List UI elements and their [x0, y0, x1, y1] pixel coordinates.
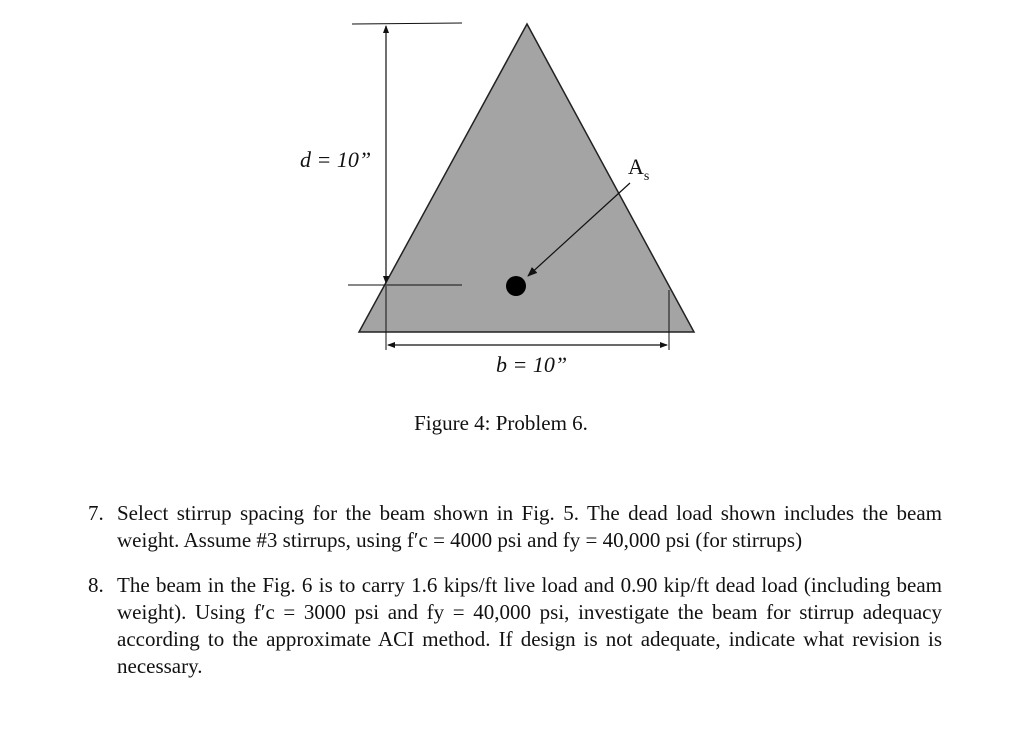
width-label: b = 10”: [496, 352, 568, 377]
problem-text: Select stirrup spacing for the beam shown in Fig. 5. The dead load shown includes the beam weight. Assume #3 stirrups, using f′c = 4000 psi and fy = 40,000 psi (for stirrups): [117, 501, 942, 552]
figure-caption: Figure 4: Problem 6.: [414, 411, 588, 435]
steel-area-label: $A_s$: [628, 154, 650, 184]
problem-text: The beam in the Fig. 6 is to carry 1.6 kips/ft live load and 0.90 kip/ft dead load (including beam weight). Using f′c = 3000 psi and fy = 40,000 psi, investigate the beam for stirrup adequacy according to the approximate ACI method. If design is not adequate, indicate what revision is necessary.: [117, 573, 942, 678]
depth-label: d = 10”: [300, 147, 372, 172]
reinforcing-bar-icon: [506, 276, 526, 296]
width-arrow-left-icon: [387, 342, 395, 348]
width-arrow-right-icon: [660, 342, 668, 348]
depth-top-extension-line: [352, 23, 462, 24]
problem-item: [88, 500, 942, 554]
depth-arrow-top-icon: [383, 25, 389, 33]
problem-list: [88, 500, 942, 680]
problem-item: [88, 572, 942, 680]
problem-number: 7.: [88, 501, 104, 525]
problem-number: 8.: [88, 573, 104, 597]
